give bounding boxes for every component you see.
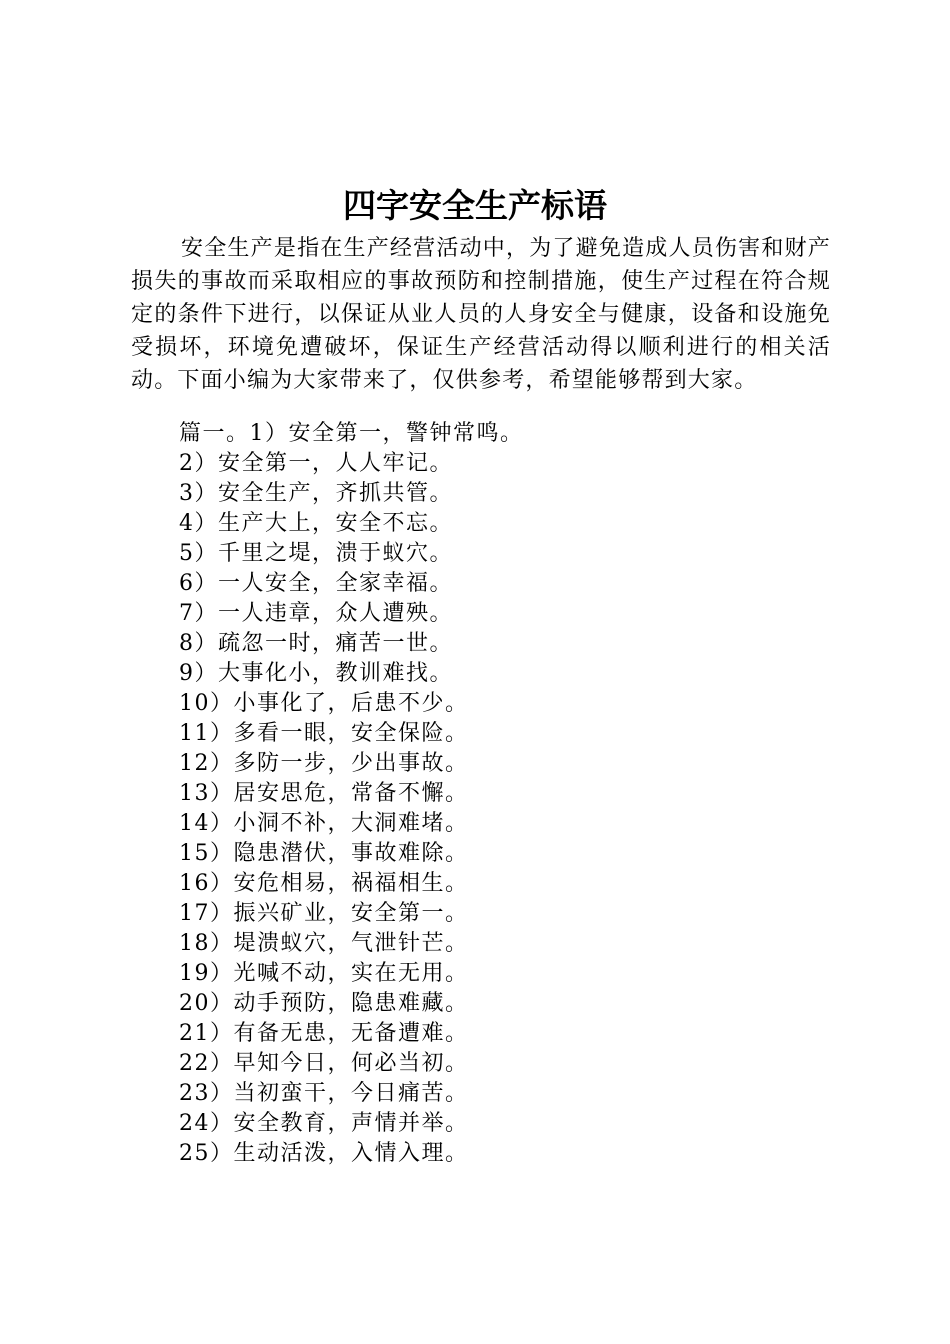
slogan-item: 11）多看一眼，安全保险。	[179, 721, 469, 746]
slogan-item: 8）疏忽一时，痛苦一世。	[179, 631, 453, 656]
slogan-item: 6）一人安全，全家幸福。	[179, 571, 453, 596]
slogan-item: 10）小事化了，后患不少。	[179, 691, 469, 716]
slogan-item: 3）安全生产，齐抓共管。	[179, 481, 453, 506]
slogan-item: 16）安危相易，祸福相生。	[179, 871, 469, 896]
slogan-item: 25）生动活泼，入情入理。	[179, 1141, 469, 1166]
document-title: 四字安全生产标语	[343, 186, 607, 225]
slogan-item: 18）堤溃蚁穴，气泄针芒。	[179, 931, 469, 956]
slogan-item: 20）动手预防，隐患难藏。	[179, 991, 469, 1016]
slogan-item: 7）一人违章，众人遭殃。	[179, 601, 453, 626]
intro-paragraph: 安全生产是指在生产经营活动中，为了避免造成人员伤害和财产损失的事故而采取相应的事故预防和控制措施，使生产过程在符合规定的条件下进行，以保证从业人员的人身安全与健康，设备和设施免受损坏，环境免遭破坏，保证生产经营活动得以顺利进行的相关活动。下面小编为大家带来了，仅供参考，希望能够帮到大家。	[131, 236, 831, 393]
slogan-item: 篇一。1）安全第一，警钟常鸣。	[179, 421, 524, 446]
slogan-item: 5）千里之堤，溃于蚁穴。	[179, 541, 453, 566]
slogan-item: 9）大事化小，教训难找。	[179, 661, 453, 686]
slogan-item: 4）生产大上，安全不忘。	[179, 511, 453, 536]
slogan-item: 22）早知今日，何必当初。	[179, 1051, 469, 1076]
slogan-item: 23）当初蛮干，今日痛苦。	[179, 1081, 469, 1106]
slogan-item: 19）光喊不动，实在无用。	[179, 961, 469, 986]
slogan-item: 24）安全教育，声情并举。	[179, 1111, 469, 1136]
slogan-item: 17）振兴矿业，安全第一。	[179, 901, 469, 926]
slogan-item: 13）居安思危，常备不懈。	[179, 781, 469, 806]
slogan-item: 14）小洞不补，大洞难堵。	[179, 811, 469, 836]
slogan-item: 15）隐患潜伏，事故难除。	[179, 841, 469, 866]
slogan-item: 12）多防一步，少出事故。	[179, 751, 469, 776]
slogan-item: 2）安全第一，人人牢记。	[179, 451, 453, 476]
slogan-item: 21）有备无患，无备遭难。	[179, 1021, 469, 1046]
slogan-list	[179, 419, 829, 1169]
